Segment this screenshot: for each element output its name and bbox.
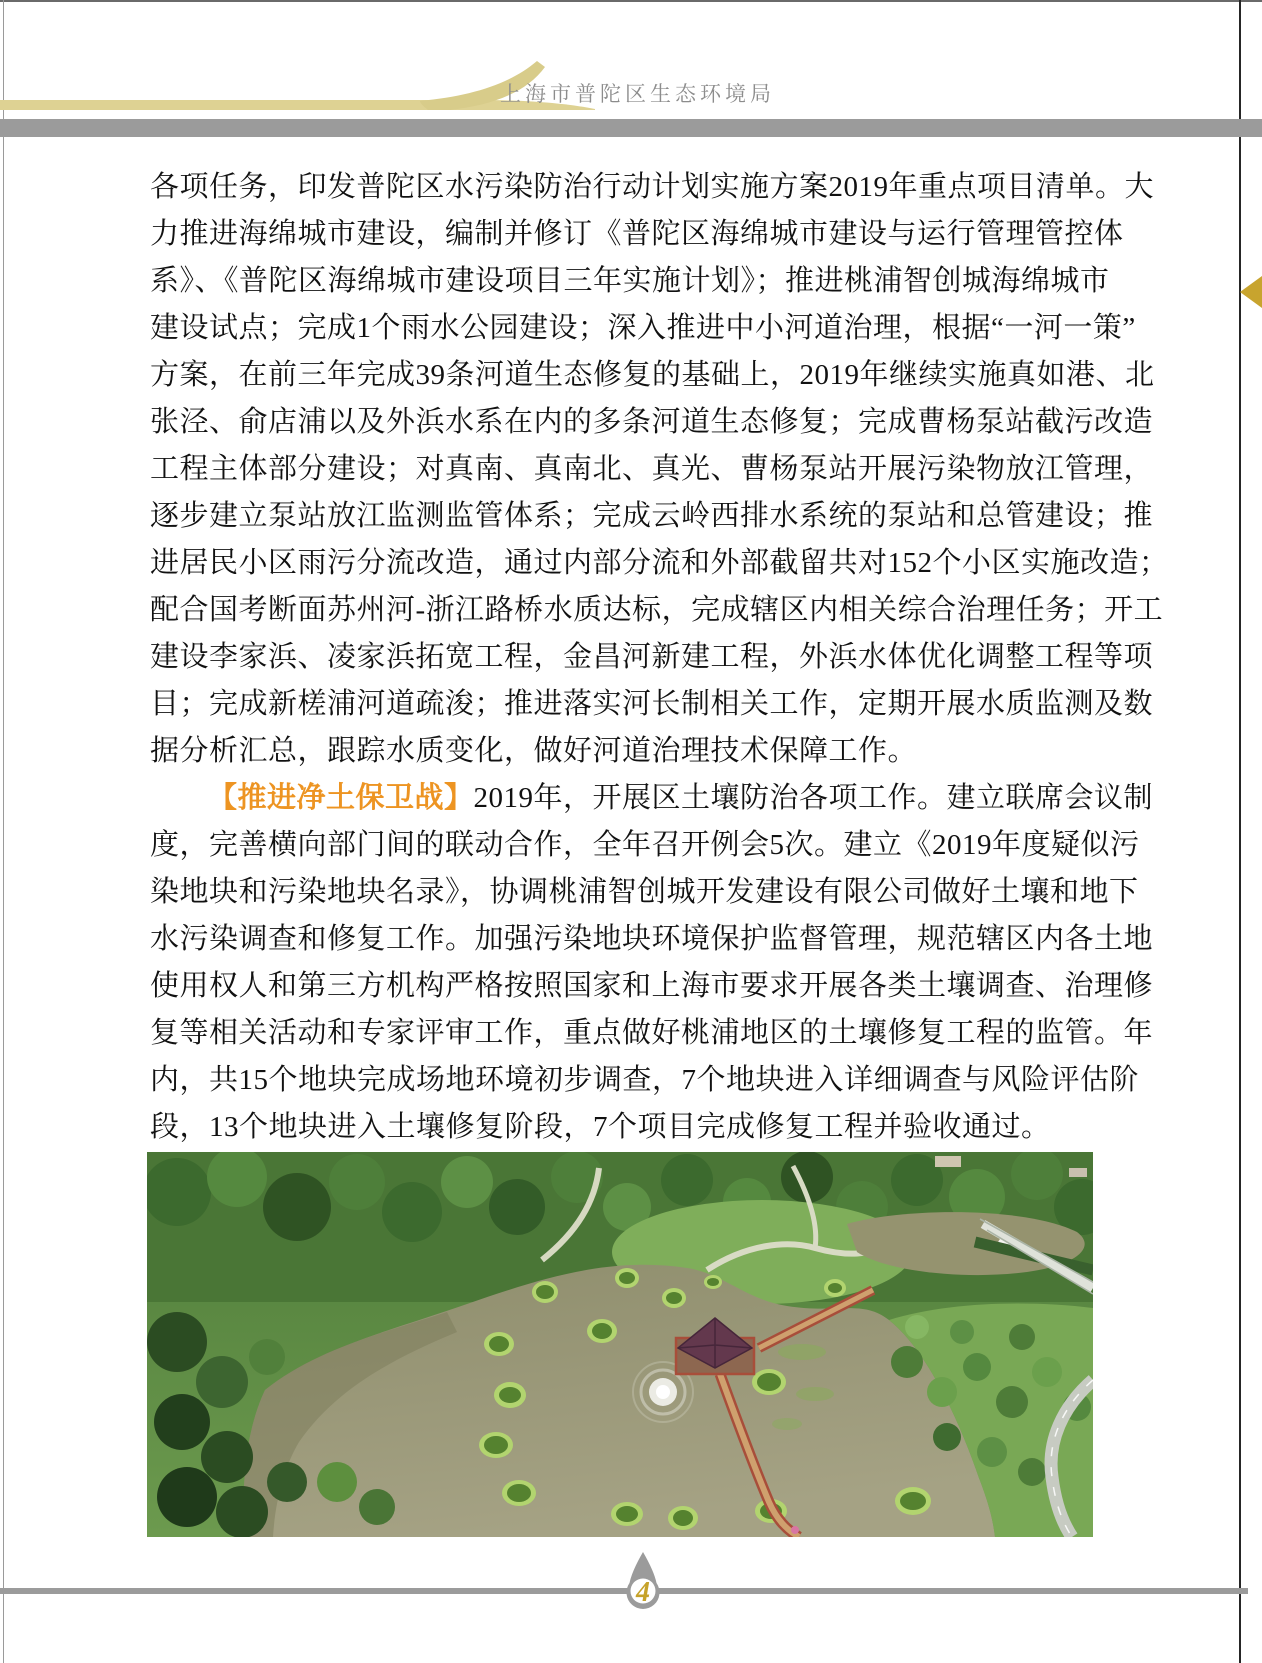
gold-arrow-marker-icon xyxy=(1240,276,1262,308)
text-line: 建设试点；完成1个雨水公园建设；深入推进中小河道治理，根据“一河一策” xyxy=(150,312,1136,344)
page-number-drop-icon xyxy=(610,1545,676,1625)
text-line: 使用权人和第三方机构严格按照国家和上海市要求开展各类土壤调查、治理修 xyxy=(150,970,1154,1002)
park-lake-aerial-photo xyxy=(147,1152,1093,1537)
text-line: 各项任务，印发普陀区水污染防治行动计划实施方案2019年重点项目清单。大 xyxy=(150,171,1155,203)
text-line: 力推进海绵城市建设，编制并修订《普陀区海绵城市建设与运行管理管控体 xyxy=(150,218,1124,250)
text-line: 内，共15个地块完成场地环境初步调查，7个地块进入详细调查与风险评估阶 xyxy=(150,1064,1140,1096)
text-line: 水污染调查和修复工作。加强污染地块环境保护监督管理，规范辖区内各土地 xyxy=(150,923,1154,955)
text-line-section-start xyxy=(150,775,1154,822)
text-line: 段，13个地块进入土壤修复阶段，7个项目完成修复工程并验收通过。 xyxy=(150,1111,1051,1143)
text-line: 复等相关活动和专家评审工作，重点做好桃浦地区的土壤修复工程的监管。年 xyxy=(150,1017,1154,1049)
text-line: 配合国考断面苏州河-浙江路桥水质达标，完成辖区内相关综合治理任务；开工 xyxy=(150,594,1164,626)
text-line: 张泾、俞店浦以及外浜水系在内的多条河道生态修复；完成曹杨泵站截污改造 xyxy=(150,406,1154,438)
text-line: 据分析汇总，跟踪水质变化，做好河道治理技术保障工作。 xyxy=(150,735,918,767)
text-line: 建设李家浜、凌家浜拓宽工程，金昌河新建工程，外浜水体优化调整工程等项 xyxy=(150,641,1154,673)
section-label: 【推进净土保卫战】 xyxy=(208,782,474,814)
text-line: 度，完善横向部门间的联动合作，全年召开例会5次。建立《2019年度疑似污 xyxy=(150,829,1140,861)
page-number: 4 xyxy=(636,1577,650,1608)
text-line: 染地块和污染地块名录》，协调桃浦智创城开发建设有限公司做好土壤和地下 xyxy=(150,876,1139,908)
text-line: 进居民小区雨污分流改造，通过内部分流和外部截留共对152个小区实施改造； xyxy=(150,547,1169,579)
text-line: 系》、《普陀区海绵城市建设项目三年实施计划》；推进桃浦智创城海绵城市 xyxy=(150,265,1110,297)
right-border-line xyxy=(1239,0,1241,1663)
header-gray-bar xyxy=(0,119,1262,137)
text-line: 方案，在前三年完成39条河道生态修复的基础上，2019年继续实施真如港、北 xyxy=(150,359,1155,391)
text-line: 工程主体部分建设；对真南、真南北、真光、曹杨泵站开展污染物放江管理， xyxy=(150,453,1154,485)
text-line: 逐步建立泵站放江监测监管体系；完成云岭西排水系统的泵站和总管建设；推 xyxy=(150,500,1154,532)
left-border-line xyxy=(3,0,4,1663)
article-text xyxy=(150,164,1169,1151)
aerial-photo-graphic xyxy=(147,1152,1093,1537)
text-run: 2019年，开展区土壤防治各项工作。建立联席会议制 xyxy=(473,782,1154,814)
header-title: 上海市普陀区生态环境局 xyxy=(500,82,775,106)
text-line: 目；完成新槎浦河道疏浚；推进落实河长制相关工作，定期开展水质监测及数 xyxy=(150,688,1154,720)
